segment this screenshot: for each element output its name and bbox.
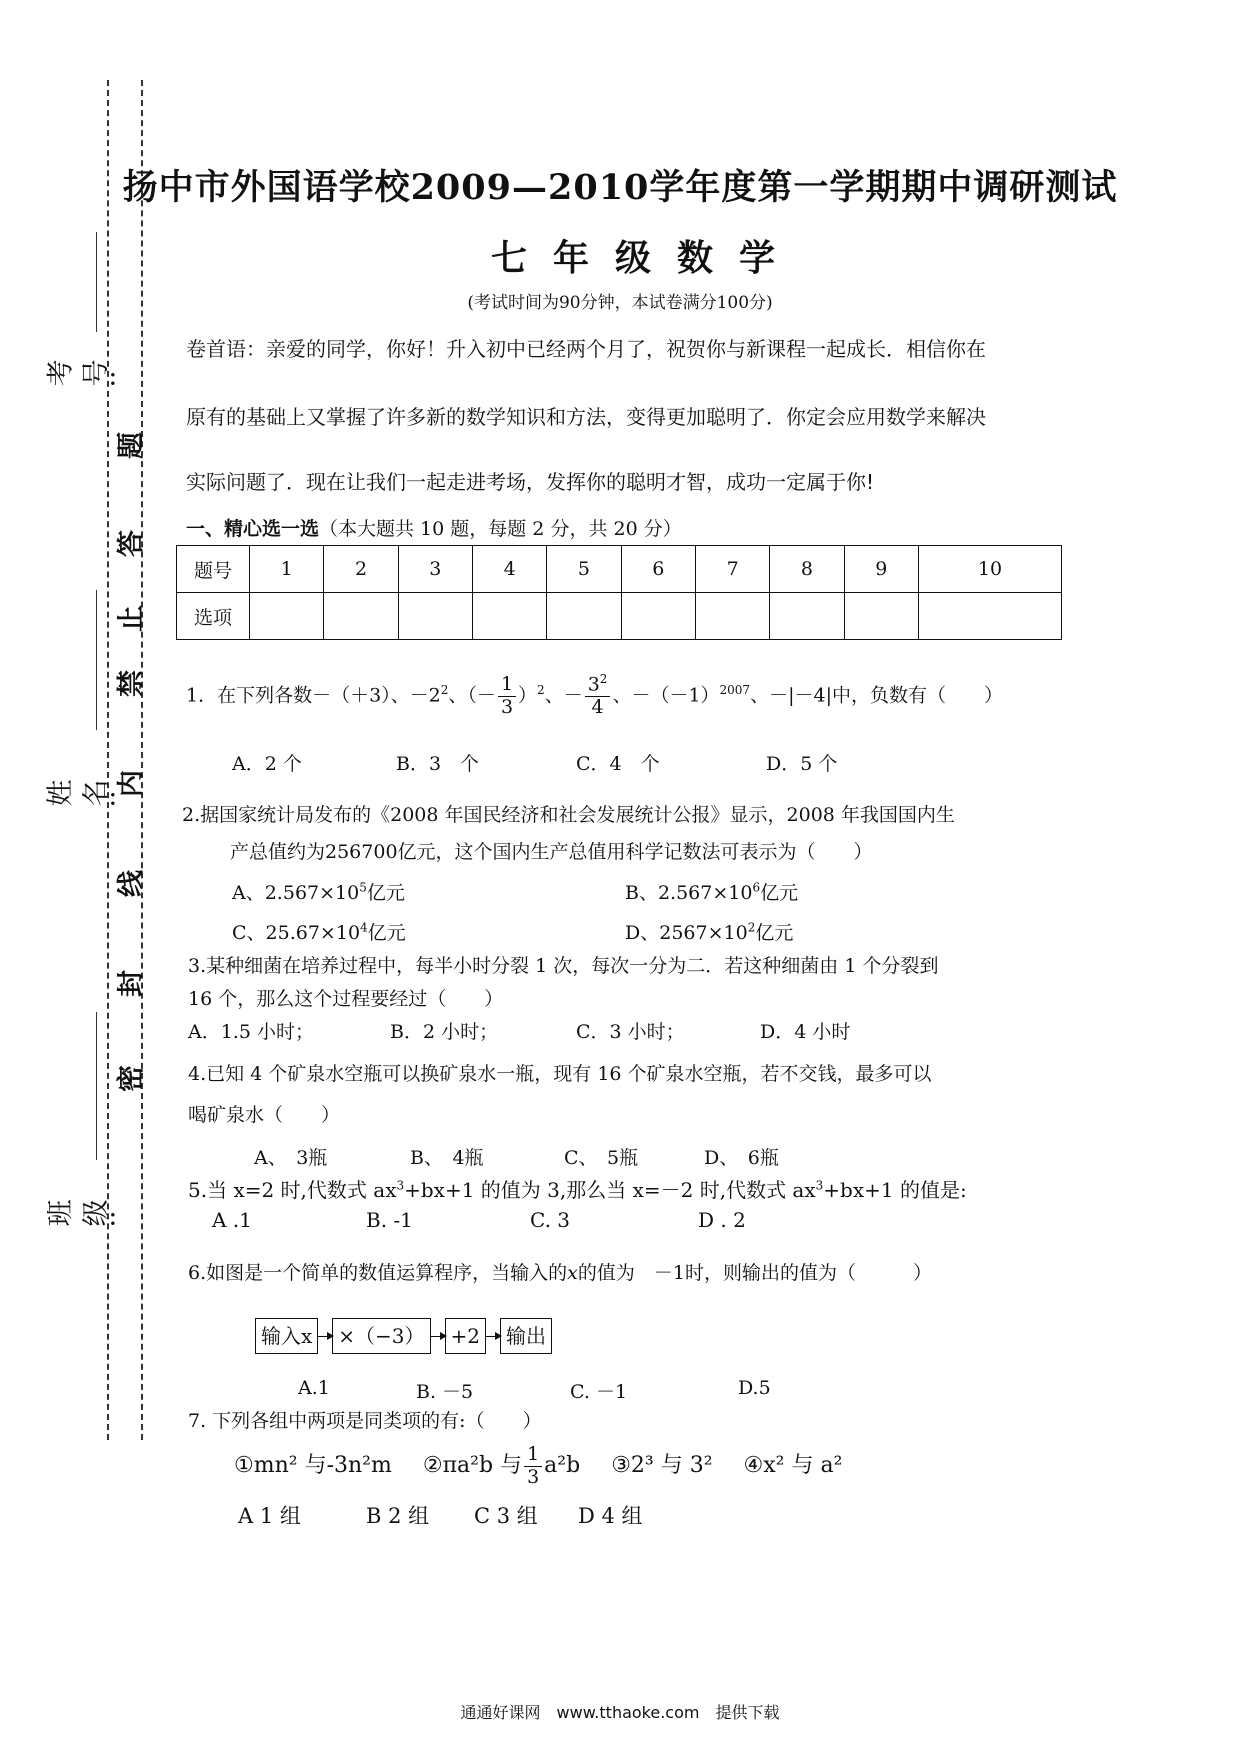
answer-table-row-label: 选项: [177, 593, 250, 640]
answer-cell[interactable]: [695, 593, 769, 640]
q5-option-c: C. 3: [530, 1208, 571, 1232]
answer-table: [176, 545, 1062, 640]
flow-box-add: +2: [445, 1318, 486, 1354]
seal-char-1: 密: [116, 1065, 147, 1092]
q3-option-c: C．3 小时；: [576, 1021, 685, 1043]
question-2-line-1: 2.据国家统计局发布的《2008 年国民经济和社会发展统计公报》显示，2008 年我国国内生: [182, 804, 955, 826]
q1-option-a: A．2 个: [232, 753, 302, 775]
fraction-three-squared-over-four: $\frac{3^2}{4}$: [585, 673, 611, 719]
question-number-cell: 3: [398, 546, 472, 593]
seal-char-2: 封: [116, 970, 147, 997]
binding-dashed-line-inner: [141, 80, 143, 1440]
answer-cell[interactable]: [770, 593, 844, 640]
question-number-cell: 9: [844, 546, 918, 593]
q6-option-a: A.1: [298, 1377, 330, 1399]
answer-table-header-row: [177, 546, 1062, 593]
q2-option-b: B、$2.567\times 10^6$亿元: [625, 880, 799, 904]
answer-cell[interactable]: [472, 593, 546, 640]
answer-cell[interactable]: [547, 593, 621, 640]
q6-option-b: B. －5: [416, 1381, 474, 1403]
exam-note: (考试时间为90分钟，本试卷满分100分): [467, 293, 773, 313]
answer-cell[interactable]: [918, 593, 1061, 640]
q5-option-a: A .1: [212, 1208, 252, 1232]
q7-option-d: D 4 组: [578, 1504, 643, 1528]
seal-char-5: 禁: [116, 670, 147, 697]
flow-box-multiply: ×（−3）: [332, 1318, 430, 1354]
q3-option-b: B．2 小时；: [390, 1021, 499, 1043]
question-4-line-2: 喝矿泉水（ ）: [188, 1104, 341, 1126]
fraction-one-third: $\frac{1}{3}$: [498, 674, 516, 719]
question-4-line-1: 4.已知 4 个矿泉水空瓶可以换矿泉水一瓶，现有 16 个矿泉水空瓶，若不交钱，最多可以: [188, 1063, 932, 1085]
answer-cell[interactable]: [621, 593, 695, 640]
question-number-cell: 5: [547, 546, 621, 593]
answer-cell[interactable]: [324, 593, 398, 640]
seal-char-7: 答: [116, 530, 147, 557]
q7-groups: ①mn² 与-3n²m ②πa²b 与 $\frac{1}{3}$ a²b ③2³ 与 3² ④x² 与 a²: [234, 1442, 843, 1488]
q1-option-c: C．4 个: [576, 753, 660, 775]
q2-option-d: D、$2567\times 10^2$亿元: [625, 920, 794, 944]
flow-arrow: [486, 1336, 500, 1337]
name-label: 姓 名:: [45, 780, 118, 812]
q4-option-c: C、 5瓶: [564, 1147, 639, 1169]
q7-option-b: B 2 组: [366, 1504, 430, 1528]
flow-box-output: 输出: [500, 1318, 552, 1354]
question-number-cell: 10: [918, 546, 1061, 593]
q7-option-c: C 3 组: [474, 1504, 538, 1528]
question-number-cell: 4: [472, 546, 546, 593]
question-number-cell: 1: [250, 546, 324, 593]
intro-line-1: 卷首语：亲爱的同学，你好！升入初中已经两个月了，祝贺你与新课程一起成长．相信你在: [186, 337, 986, 361]
flow-arrow: [431, 1336, 445, 1337]
q2-option-a: A、$2.567\times 10^5$亿元: [232, 880, 405, 904]
answer-table-row-label: 题号: [177, 546, 250, 593]
q3-option-a: A．1.5 小时；: [188, 1021, 314, 1043]
q6-option-c: C. －1: [570, 1381, 628, 1403]
question-number-cell: 7: [695, 546, 769, 593]
question-number-cell: 6: [621, 546, 695, 593]
class-underline: [96, 1012, 97, 1160]
binding-dashed-line-outer: [107, 80, 109, 1440]
footer-credit: 通通好课网 www.tthaoke.com 提供下载: [460, 1703, 780, 1722]
seal-char-4: 内: [116, 770, 147, 797]
question-number-cell: 8: [770, 546, 844, 593]
question-5: 5.当 x=2 时,代数式 $ax^3+bx+1$ 的值为 3,那么当 x=－2 时,代数式 $ax^3+bx+1$ 的值是:: [188, 1178, 967, 1202]
answer-table-answer-row: [177, 593, 1062, 640]
question-2-line-2: 产总值约为256700亿元，这个国内生产总值用科学记数法可表示为（ ）: [230, 841, 873, 863]
question-number-cell: 2: [324, 546, 398, 593]
flow-arrow: [318, 1336, 332, 1337]
q1-option-d: D．5 个: [766, 753, 838, 775]
q6-option-d: D.5: [738, 1377, 771, 1399]
answer-cell[interactable]: [844, 593, 918, 640]
section-1-heading: 一、精心选一选（本大题共 10 题，每题 2 分，共 20 分）: [186, 518, 682, 540]
question-3-line-1: 3.某种细菌在培养过程中，每半小时分裂 1 次，每次一分为二．若这种细菌由 1 个分裂到: [188, 955, 939, 977]
q4-option-a: A、 3瓶: [254, 1147, 328, 1169]
q4-option-d: D、 6瓶: [704, 1147, 779, 1169]
answer-cell[interactable]: [398, 593, 472, 640]
question-7: 7. 下列各组中两项是同类项的有:（ ）: [188, 1410, 542, 1432]
class-label: 班 级:: [45, 1200, 118, 1232]
q5-option-d: D . 2: [698, 1208, 746, 1232]
calculation-flowchart: [255, 1318, 552, 1354]
question-3-line-2: 16 个，那么这个过程要经过（ ）: [188, 988, 504, 1010]
question-6: 6.如图是一个简单的数值运算程序，当输入的x的值为 －1时，则输出的值为（ ）: [188, 1262, 932, 1284]
q1-option-b: B．3 个: [396, 753, 480, 775]
flow-box-input: 输入x: [255, 1318, 318, 1354]
seal-char-6: 止: [116, 605, 147, 632]
question-1: 1．在下列各数－（＋3）、$-2^2$、（－ $\frac{1}{3}$ ）$^2$、－ $\frac{3^2}{4}$ 、$-(-1)^{2007}$、－|－4|中，负数有（ ）: [186, 672, 1003, 719]
q2-option-c: C、$25.67\times 10^4$亿元: [232, 920, 406, 944]
seal-char-8: 题: [116, 432, 147, 459]
subject-title: 七年级数学: [490, 237, 801, 279]
fraction-one-third: $\frac{1}{3}$: [524, 1444, 542, 1489]
intro-line-2: 原有的基础上又掌握了许多新的数学知识和方法，变得更加聪明了．你定会应用数学来解决: [186, 405, 986, 429]
q4-option-b: B、 4瓶: [410, 1147, 484, 1169]
q7-option-a: A 1 组: [238, 1504, 301, 1528]
school-title: 扬中市外国语学校2009—2010学年度第一学期期中调研测试: [122, 167, 1118, 208]
q5-option-b: B. -1: [366, 1208, 413, 1232]
name-underline: [96, 590, 97, 730]
q3-option-d: D．4 小时: [760, 1021, 851, 1043]
exam-number-label: 考 号:: [45, 360, 118, 392]
seal-char-3: 线: [116, 870, 147, 897]
answer-cell[interactable]: [250, 593, 324, 640]
intro-line-3: 实际问题了．现在让我们一起走进考场，发挥你的聪明才智，成功一定属于你!: [186, 470, 875, 494]
